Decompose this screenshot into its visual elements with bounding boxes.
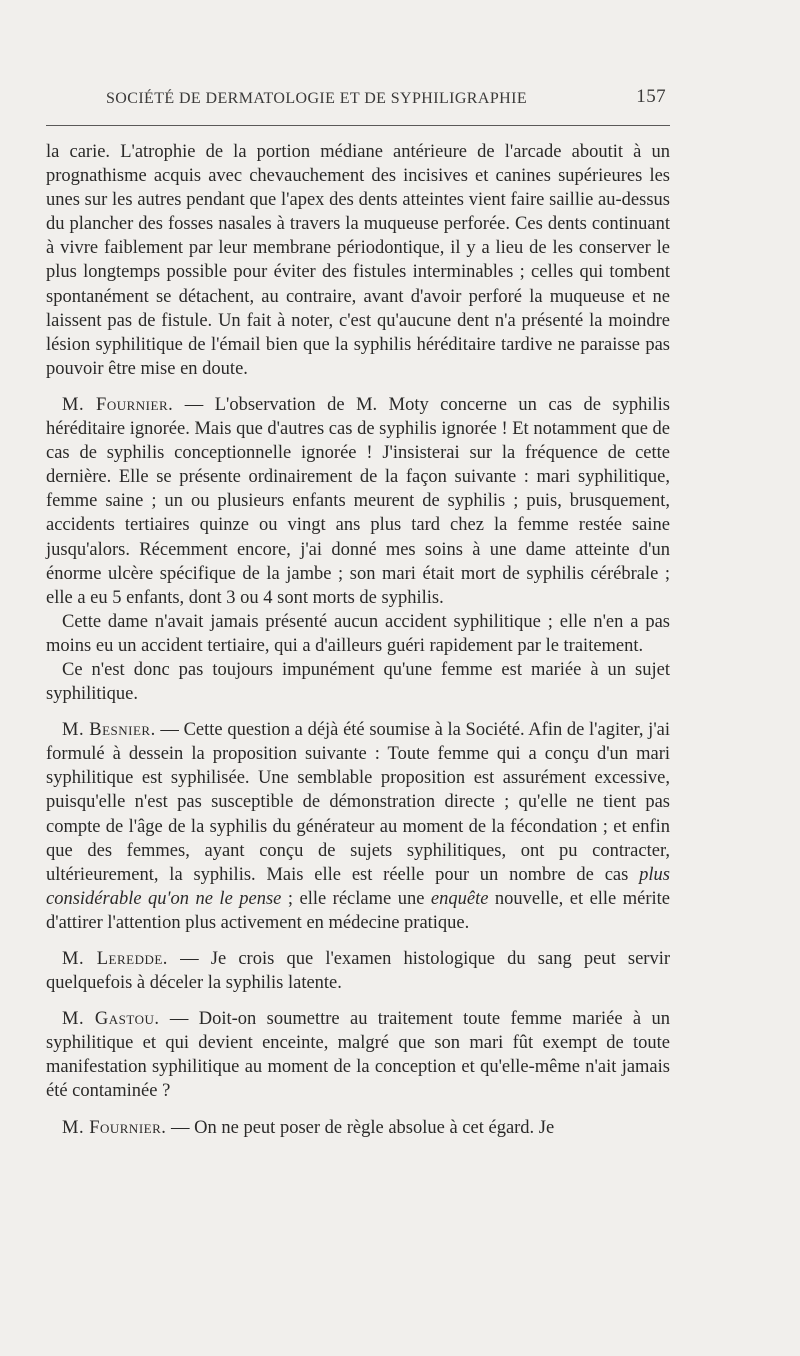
emphasis-text: plus considérable qu'on ne le pense <box>46 864 670 909</box>
emphasis-text: enquête <box>430 888 489 909</box>
speaker-name: M. Fournier. <box>62 394 174 415</box>
speaker-name: M. Leredde. <box>62 949 168 969</box>
speaker-name: M. Fournier. <box>62 1117 167 1138</box>
paragraph-besnier <box>46 718 670 935</box>
paragraph-leredde <box>46 947 670 995</box>
paragraph-text: — L'observation de M. Moty concerne un cas de syphilis héréditaire ignorée. Mais que d'autres cas de syphilis ignorée ! Et notamment que de cas de syphilis conceptionnelle ignorée ! J'insisterai sur la fréquence de cette dernière. Elle se présente ordinairement de la façon suivante : mari syphilitique, femme saine ; un ou plusieurs enfants meurent de syphilis ; puis, brusquement, accidents tertiaires quinze ou vingt ans plus tard chez la femme restée saine jusqu'alors. Récemment encore, j'ai donné mes soins à une dame atteinte d'un énorme ulcère spécifique de la jambe ; son mari était mort de syphilis cérébrale ; elle a eu 5 enfants, dont 3 ou 4 sont morts de syphilis. <box>46 394 671 608</box>
paragraph-text: — On ne peut poser de règle absolue à cet égard. Je <box>166 1117 555 1138</box>
paragraph-text: — Cette question a déjà été soumise à la Société. Afin de l'agiter, j'ai formulé à dessein la proposition suivante : Toute femme qui a conçu d'un mari syphilitique est syphilisée. Une semblable proposition est assurément excessive, puisqu'elle n'est pas susceptible de démonstration directe ; qu'elle ne tient pas compte de l'âge de la syphilis du générateur au moment de la fécondation ; et enfin que des femmes, ayant conçu de sujets syphilitiques, ont pu contracter, ultérieurement, la syphilis. Mais elle est réelle pour un nombre de cas <box>46 720 670 885</box>
paragraph-text: — Doit-on soumettre au traitement toute femme mariée à un syphilitique et qui devient enceinte, malgré que son mari fût exempt de toute manifestation syphilitique au moment de la conception et qu'elle-même n'ait jamais été contaminée ? <box>46 1009 670 1102</box>
paragraph-fournier-1 <box>46 393 670 610</box>
paragraph-fournier-3: Ce n'est donc pas toujours impunément qu'une femme est mariée à un sujet syphilitique. <box>46 659 670 705</box>
paragraph-fournier-2: Cette dame n'avait jamais présenté aucun accident syphilitique ; elle n'en a pas moins eu un accident tertiaire, qui a d'ailleurs guéri rapidement par le traitement. <box>46 611 670 656</box>
paragraph-fournier-4 <box>46 1116 670 1140</box>
book-page <box>46 86 670 1140</box>
paragraph-gastou <box>46 1007 670 1103</box>
body-text <box>46 140 670 1140</box>
page-number: 157 <box>636 86 666 107</box>
running-title: SOCIÉTÉ DE DERMATOLOGIE ET DE SYPHILIGRAPHIE <box>106 90 527 107</box>
speaker-name: M. Gastou. <box>62 1009 160 1030</box>
paragraph-text: nouvelle, et elle mérite d'attirer l'attention plus activement en médecine pratique. <box>46 888 671 933</box>
running-header <box>46 86 670 120</box>
paragraph-text: — Je crois que l'examen histologique du sang peut servir quelquefois à déceler la syphilis latente. <box>46 949 670 994</box>
header-rule <box>46 125 670 126</box>
paragraph-text: ; elle réclame une <box>281 888 431 909</box>
paragraph-continuation: la carie. L'atrophie de la portion médiane antérieure de l'arcade aboutit à un prognathisme acquis avec chevauchement des incisives et canines supérieures les unes sur les autres pendant que l'apex des dents atteintes vient faire saillie au-dessus du plancher des fosses nasales à travers la muqueuse perforée. Ces dents continuant à vivre faiblement par leur membrane périodontique, il y a lieu de les conserver le plus longtemps possible pour éviter des fistules interminables ; celles qui tombent spontanément se détachent, au contraire, avant d'avoir perforé la muqueuse et ne laissent pas de fistule. Un fait à noter, c'est qu'aucune dent n'a présenté la moindre lésion syphilitique de l'émail bien que la syphilis héréditaire tardive ne paraisse pas pouvoir être mise en doute. <box>46 142 670 379</box>
speaker-name: M. Besnier. <box>62 720 156 741</box>
